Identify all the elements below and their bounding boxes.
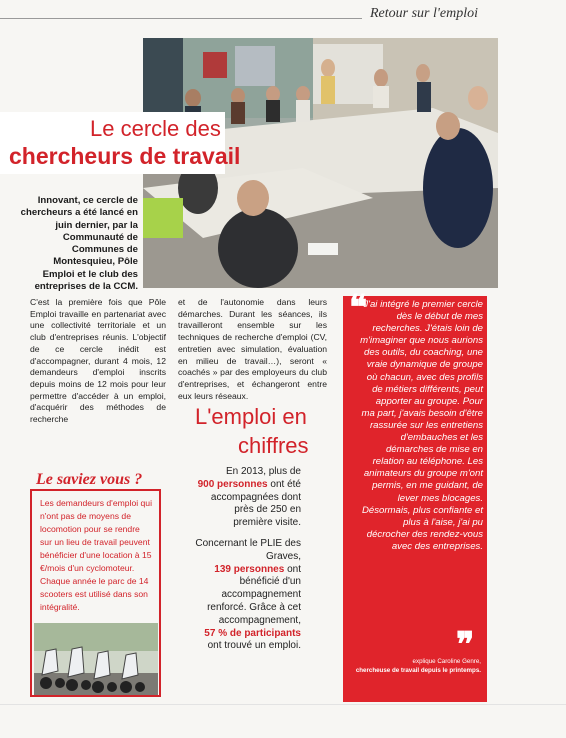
info-box-title: Le saviez vous ? xyxy=(36,471,143,488)
chiffres-title-line2: chiffres xyxy=(238,433,309,458)
article-title-line1: Le cercle des xyxy=(90,116,221,141)
quote-author-line1: explique Caroline Genre, xyxy=(412,658,481,665)
stat-text: ont été accompagnées dont près de 250 en première visite. xyxy=(210,478,301,529)
stat-text: ont bénéficié d'un accompagnement renforcé. Grâce à cet accompagnement, xyxy=(207,563,301,626)
header-rule xyxy=(0,18,362,19)
stat-highlight: 57 % de participants xyxy=(204,627,301,639)
stat-highlight: 139 personnes xyxy=(214,563,285,575)
open-quote-icon: ❝ xyxy=(349,290,368,327)
stats-block xyxy=(193,466,301,661)
article-body-col1: C'est la première fois que Pôle Emploi travaille en partenariat avec une collectivité territoriale et un club d'entreprises réunis. L'objectif de ce cercle inédit est d'accompagner, durant 4 mois, 12 demandeurs d'emploi inscrits depuis moins de 12 mois pour leur permettre d'accéder à un emploi, d'acquérir des méthodes de recherche xyxy=(30,297,166,425)
stat-text: Concernant le PLIE des Graves, xyxy=(195,537,301,562)
stat-text: En 2013, plus de xyxy=(225,466,301,477)
info-box-text: Les demandeurs d'emploi qui n'ont pas de moyens de locomotion pour se rendre sur un lieu de travail peuvent bénéficier d'une location à 15 €/mois d'un cyclomoteur. Chaque année le parc de 14 scooters est utilisé dans son intégralité. xyxy=(40,498,152,612)
stat-highlight: 900 personnes xyxy=(197,478,268,490)
article-intro: Innovant, ce cercle de chercheurs a été lancé en juin dernier, par la Communauté de Communes de Montesquieu, Pôle Emploi et le club des entreprises de la CCM. xyxy=(20,195,138,293)
stat-text: ont trouvé un emploi. xyxy=(207,640,301,652)
article-body-col2: et de l'autonomie dans leurs démarches. Durant les séances, ils travailleront ensemble sur les techniques de recherche d'emploi (CV, entretien avec simulation, évaluation en milieu de travail…), seront « coachés » par des employeurs du club d'entreprises, et échangeront entre eux leurs réseaux. xyxy=(178,297,327,401)
scooters-photo xyxy=(34,623,158,695)
section-title: Retour sur l'emploi xyxy=(370,6,478,21)
stat-paragraph xyxy=(193,466,301,530)
close-quote-icon: ❞ xyxy=(456,627,475,664)
quote-author xyxy=(350,658,481,675)
scooters-illustration xyxy=(34,623,158,695)
stat-paragraph xyxy=(193,538,301,653)
chiffres-title-line1: L'emploi en xyxy=(195,404,307,429)
page-bottom-rule xyxy=(0,704,566,705)
article-title-line2: chercheurs de travail xyxy=(9,143,241,169)
quote-author-line2: chercheuse de travail depuis le printemps. xyxy=(355,666,481,674)
quote-text: J'ai intégré le premier cercle dès le début de mes recherches. J'étais loin de m'imaginer que nous aurions des outils, du coaching, une vraie dynamique de groupe où chacun, avec des profils de métiers différents, peut apporter au groupe. Pour ma part, j'avais besoin d'être rassurée sur les entretiens d'embauches et les démarches de mise en relation au téléphone. Les animateurs du groupe m'ont permis, en me guidant, de lever mes blocages. Désormais, plus confiante et plus à l'aise, j'ai pu décrocher des rendez-vous avec des entreprises. xyxy=(360,299,483,552)
